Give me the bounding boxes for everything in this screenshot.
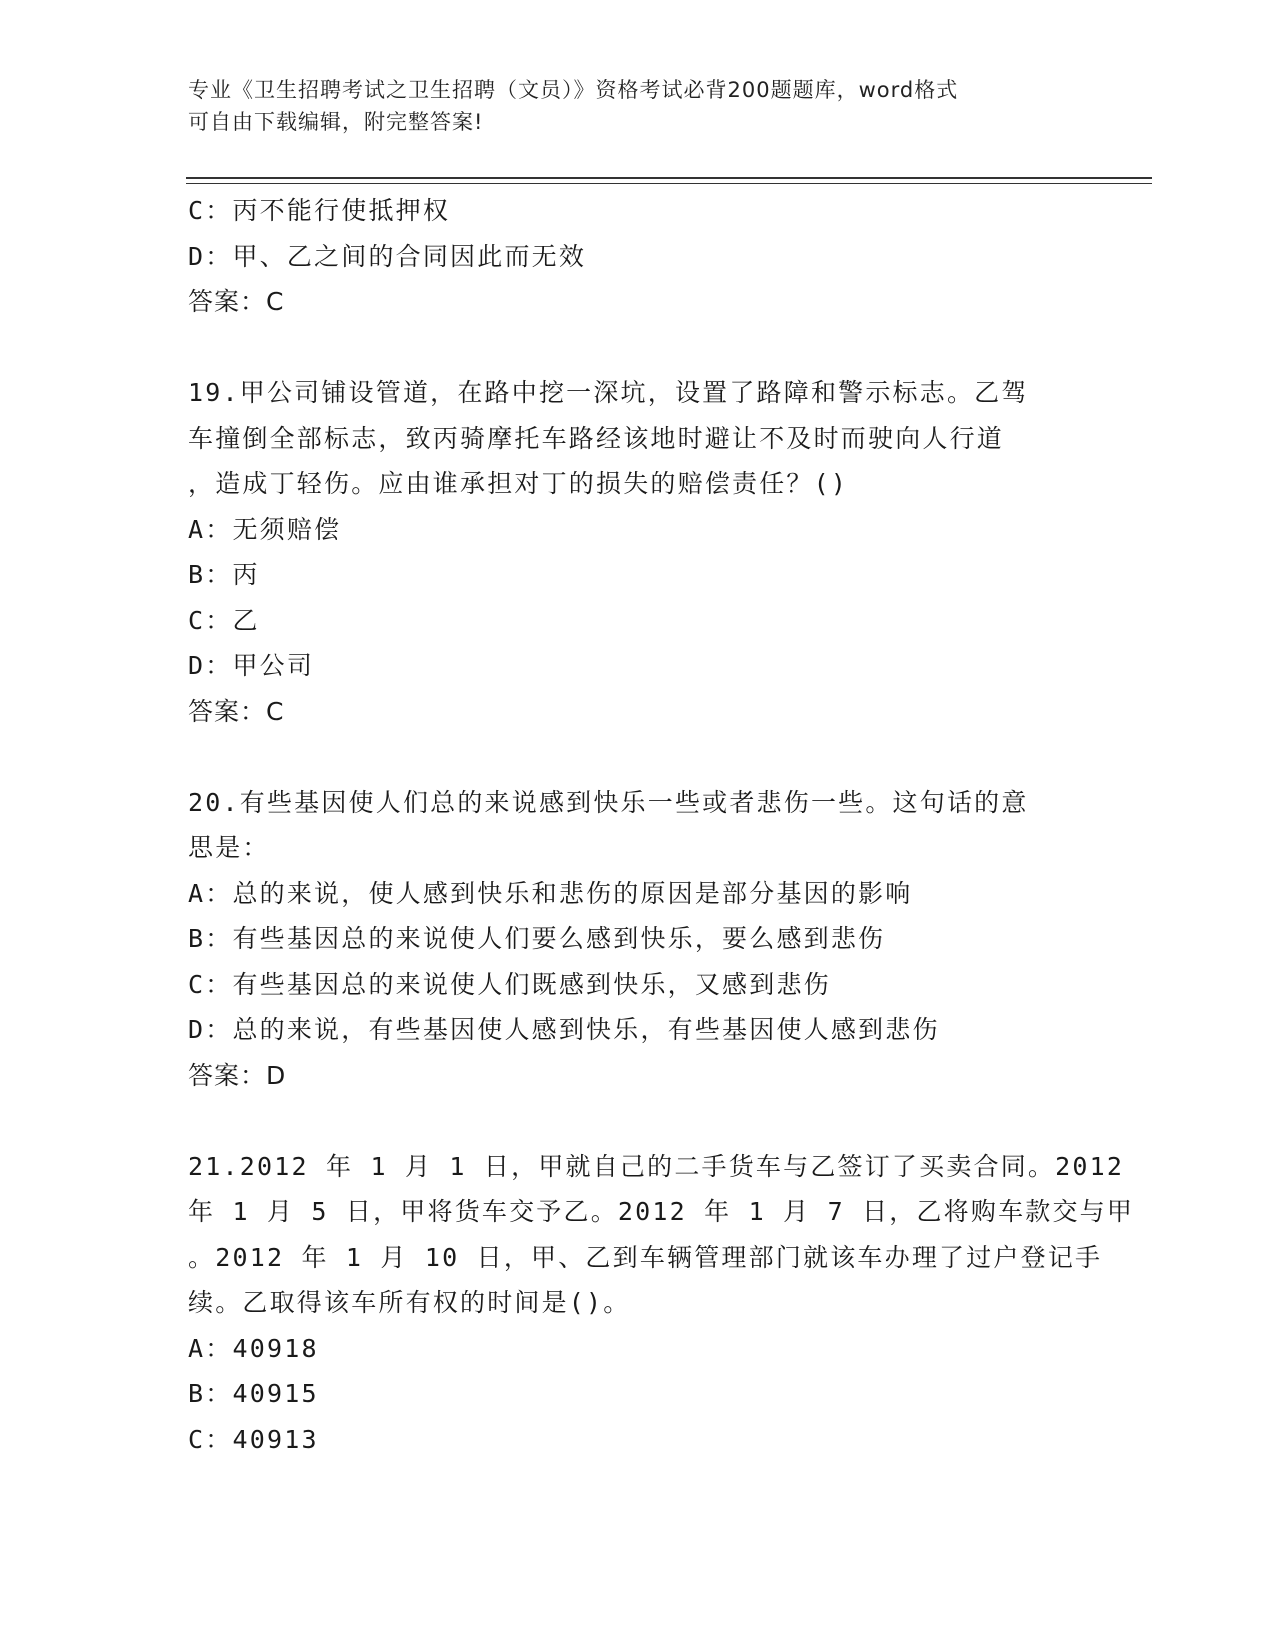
option-b: B：40915: [188, 1379, 319, 1408]
header-divider-thin: [186, 183, 1152, 184]
question-stem-line: 。2012 年 1 月 10 日，甲、乙到车辆管理部门就该车办理了过户登记手: [188, 1242, 1103, 1272]
question-stem-line: 车撞倒全部标志，致丙骑摩托车路经该地时避让不及时而驶向人行道: [188, 423, 1005, 453]
question-spacer: [188, 1098, 1088, 1144]
header-divider-thick: [186, 177, 1152, 179]
option-d: D：甲、乙之间的合同因此而无效: [188, 241, 587, 271]
question-stem-line: 续。乙取得该车所有权的时间是()。: [188, 1288, 631, 1317]
answer-line: 答案：C: [188, 287, 285, 316]
question-stem-line: 21.2012 年 1 月 1 日，甲就自己的二手货车与乙签订了买卖合同。2012: [188, 1151, 1125, 1181]
question-spacer: [188, 325, 1088, 371]
option-c: C：丙不能行使抵押权: [188, 196, 451, 225]
question-stem-line: 20.有些基因使人们总的来说感到快乐一些或者悲伤一些。这句话的意: [188, 787, 1029, 817]
option-d: D：总的来说，有些基因使人感到快乐，有些基因使人感到悲伤: [188, 1015, 940, 1044]
question-stem-line: 19.甲公司铺设管道，在路中挖一深坑，设置了路障和警示标志。乙驾: [188, 378, 1029, 407]
answer-line: 答案：C: [188, 696, 285, 726]
question-list: [188, 188, 1135, 1462]
question-20: [188, 780, 1088, 1099]
option-b: B：有些基因总的来说使人们要么感到快乐，要么感到悲伤: [188, 924, 886, 953]
option-c: C：有些基因总的来说使人们既感到快乐，又感到悲伤: [188, 969, 831, 999]
question-21: [188, 1144, 1135, 1463]
option-d: D：甲公司: [188, 651, 315, 680]
question-19: [188, 370, 1088, 734]
option-c: C：40913: [188, 1424, 319, 1454]
option-a: A：40918: [188, 1333, 319, 1363]
answer-line: 答案：D: [188, 1060, 287, 1090]
option-b: B：丙: [188, 560, 260, 589]
document-header: [188, 74, 1068, 138]
option-a: A：总的来说，使人感到快乐和悲伤的原因是部分基因的影响: [188, 878, 913, 908]
question-18-tail: [188, 188, 1088, 325]
option-c: C：乙: [188, 605, 260, 635]
header-title-line-1: 专业《卫生招聘考试之卫生招聘（文员）》资格考试必背200题题库，word格式: [188, 78, 959, 102]
question-stem-line: ，造成丁轻伤。应由谁承担对丁的损失的赔偿责任？(): [188, 469, 849, 498]
question-stem-line: 年 1 月 5 日，甲将货车交予乙。2012 年 1 月 7 日，乙将购车款交与甲: [188, 1197, 1135, 1226]
question-spacer: [188, 734, 1088, 780]
option-a: A：无须赔偿: [188, 514, 342, 544]
question-stem-line: 思是：: [188, 833, 270, 862]
header-title-line-2: 可自由下载编辑，附完整答案!: [188, 110, 484, 134]
